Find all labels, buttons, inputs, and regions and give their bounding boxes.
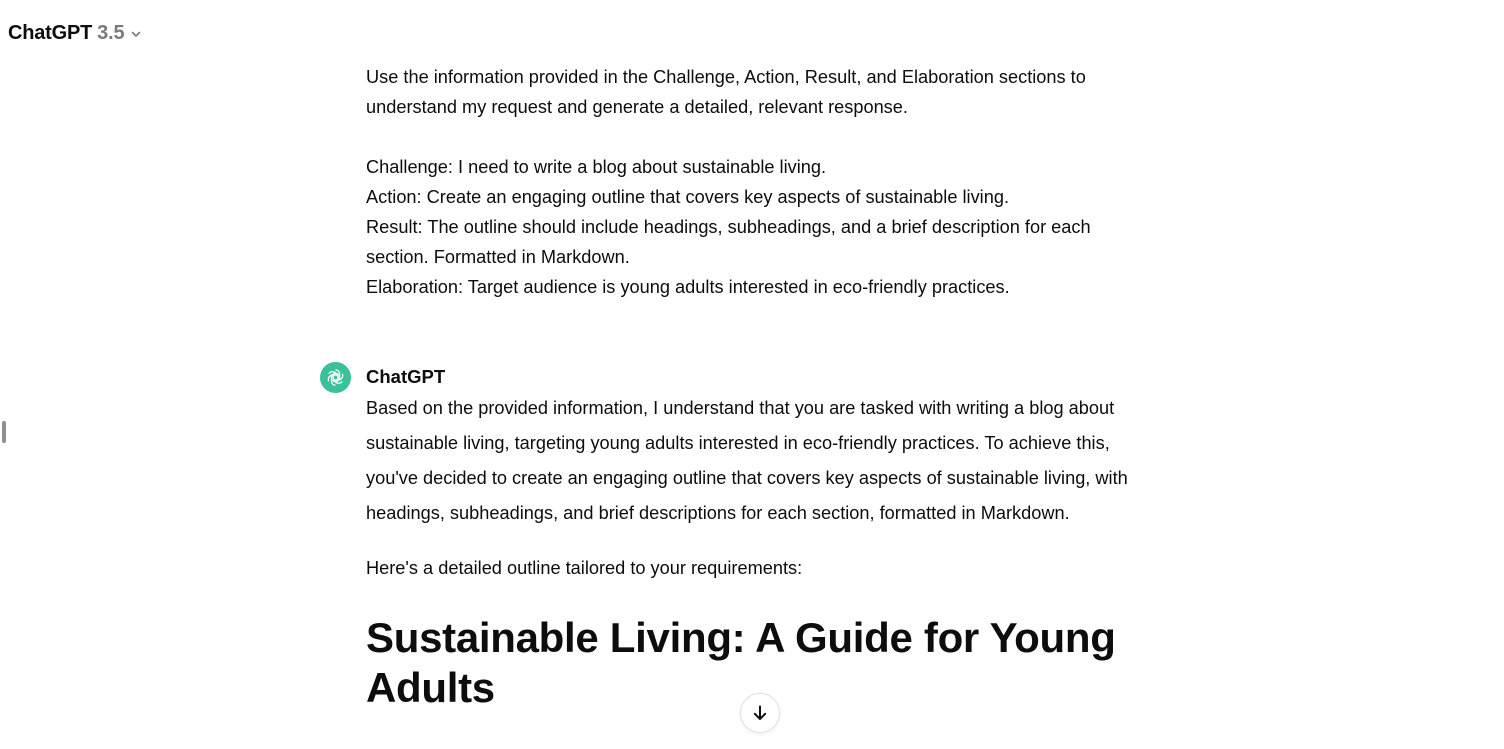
- assistant-paragraph: Here's a detailed outline tailored to your requirements:: [366, 558, 803, 578]
- user-message-line: Use the information provided in the Challenge, Action, Result, and Elaboration sections to: [366, 67, 1086, 87]
- assistant-name: ChatGPT: [366, 366, 446, 387]
- model-version: 3.5: [97, 21, 125, 44]
- assistant-line: sustainable living, targeting young adults interested in eco-friendly practices. To achieve this,: [366, 433, 1110, 453]
- assistant-line: Based on the provided information, I understand that you are tasked with writing a blog about: [366, 398, 1115, 418]
- assistant-line: you've decided to create an engaging outline that covers key aspects of sustainable living, with: [366, 468, 1128, 488]
- openai-logo-icon: [325, 367, 346, 388]
- assistant-paragraph: [366, 391, 1216, 531]
- user-message-line: understand my request and generate a detailed, relevant response.: [366, 97, 908, 117]
- user-message-action: Action: Create an engaging outline that covers key aspects of sustainable living.: [366, 187, 1010, 207]
- model-name: ChatGPT: [8, 21, 93, 44]
- user-message-result: Result: The outline should include headings, subheadings, and a brief description for each: [366, 217, 1091, 237]
- user-message-result: section. Formatted in Markdown.: [366, 247, 630, 267]
- outline-heading-line: Sustainable Living: A Guide for Young: [366, 614, 1116, 661]
- user-message-elaboration: Elaboration: Target audience is young adults interested in eco-friendly practices.: [366, 277, 1010, 297]
- scroll-to-bottom-button[interactable]: [740, 693, 780, 733]
- chevron-down-icon: [130, 28, 142, 40]
- assistant-avatar: [320, 362, 351, 393]
- assistant-message: [366, 391, 1216, 713]
- sidebar-toggle-handle[interactable]: [2, 421, 6, 443]
- user-message-challenge: Challenge: I need to write a blog about sustainable living.: [366, 157, 827, 177]
- arrow-down-icon: [751, 704, 769, 722]
- assistant-line: headings, subheadings, and brief descriptions for each section, formatted in Markdown.: [366, 503, 1070, 523]
- model-switcher[interactable]: [8, 19, 142, 47]
- outline-heading-line: Adults: [366, 664, 495, 711]
- user-message: [366, 62, 1186, 302]
